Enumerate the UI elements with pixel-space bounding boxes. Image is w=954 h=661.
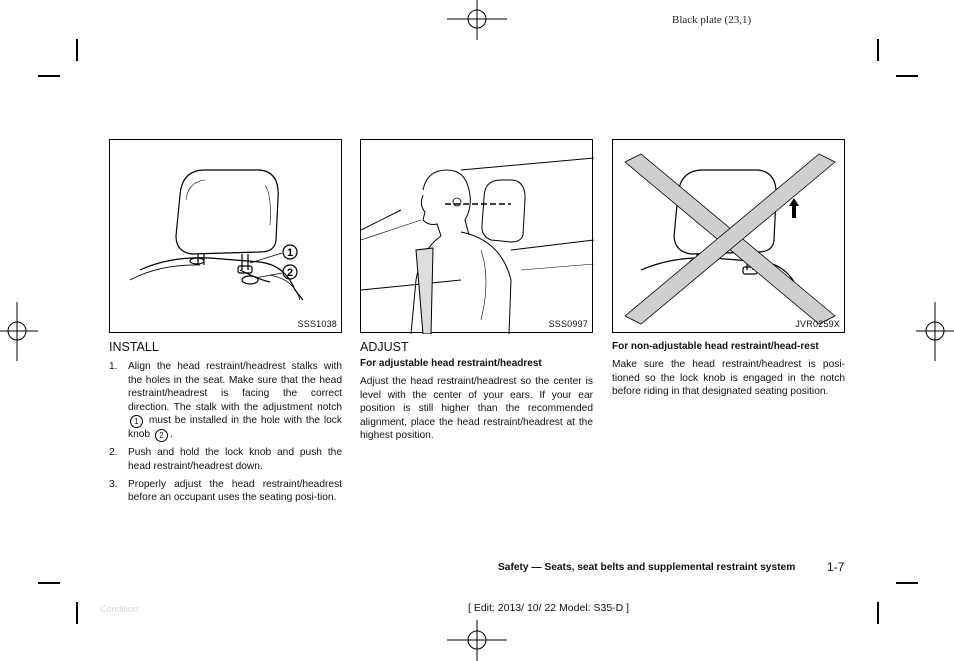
callout-2-icon: 2 bbox=[155, 429, 168, 442]
callout-1-icon: 1 bbox=[130, 415, 143, 428]
callout-1: 1 bbox=[286, 247, 294, 259]
crossed-out-headrest-illustration bbox=[613, 140, 846, 334]
adjust-section bbox=[360, 340, 593, 443]
plate-label: Black plate (23,1) bbox=[672, 14, 752, 26]
figure-code: SSS1038 bbox=[297, 319, 337, 329]
nonadjust-section bbox=[612, 340, 845, 399]
install-step: 3. Properly adjust the head restraint/headrest before an occupant uses the seating posi-tion. bbox=[109, 478, 342, 504]
callout-2: 2 bbox=[286, 267, 294, 279]
nonadjust-subheading: For non-adjustable head restraint/head-rest bbox=[612, 341, 819, 352]
install-heading: INSTALL bbox=[109, 340, 159, 354]
adjust-heading: ADJUST bbox=[360, 340, 409, 354]
section-title: Safety — Seats, seat belts and supplemental restraint system bbox=[498, 562, 796, 573]
nonadjust-body: Make sure the head restraint/headrest is posi-tioned so the lock knob is engaged in the notch before riding in that designated seating position. bbox=[612, 359, 845, 398]
headrest-install-illustration bbox=[110, 140, 343, 334]
adjust-subheading: For adjustable head restraint/headrest bbox=[360, 358, 542, 369]
figure-nonadjust bbox=[612, 139, 845, 333]
install-step: 2. Push and hold the lock knob and push the head restraint/headrest down. bbox=[109, 447, 342, 472]
figure-adjust bbox=[360, 139, 593, 333]
install-section bbox=[109, 340, 342, 509]
install-steps bbox=[109, 360, 342, 505]
edit-info: [ Edit: 2013/ 10/ 22 Model: S35-D ] bbox=[468, 602, 630, 614]
page-number: 1-7 bbox=[827, 560, 845, 574]
adjust-body: Adjust the head restraint/headrest so the center is level with the center of your ears. If your ear position is still higher than the recommended alignment, place the head restraint/headrest at the highest position. bbox=[360, 376, 593, 442]
figure-install bbox=[109, 139, 342, 333]
occupant-headrest-illustration bbox=[361, 140, 594, 334]
condition-label: Condition: bbox=[100, 604, 141, 614]
install-step: 1. Align the head restraint/headrest stalks with the holes in the seat. Make sure that the head restraint/headrest is facing the correct direction. The stalk with the adjustment notch 1 must be installed in the hole with the lock knob 2 . bbox=[109, 361, 342, 441]
figure-code: JVR0259X bbox=[795, 319, 840, 329]
figure-code: SSS0997 bbox=[548, 319, 588, 329]
